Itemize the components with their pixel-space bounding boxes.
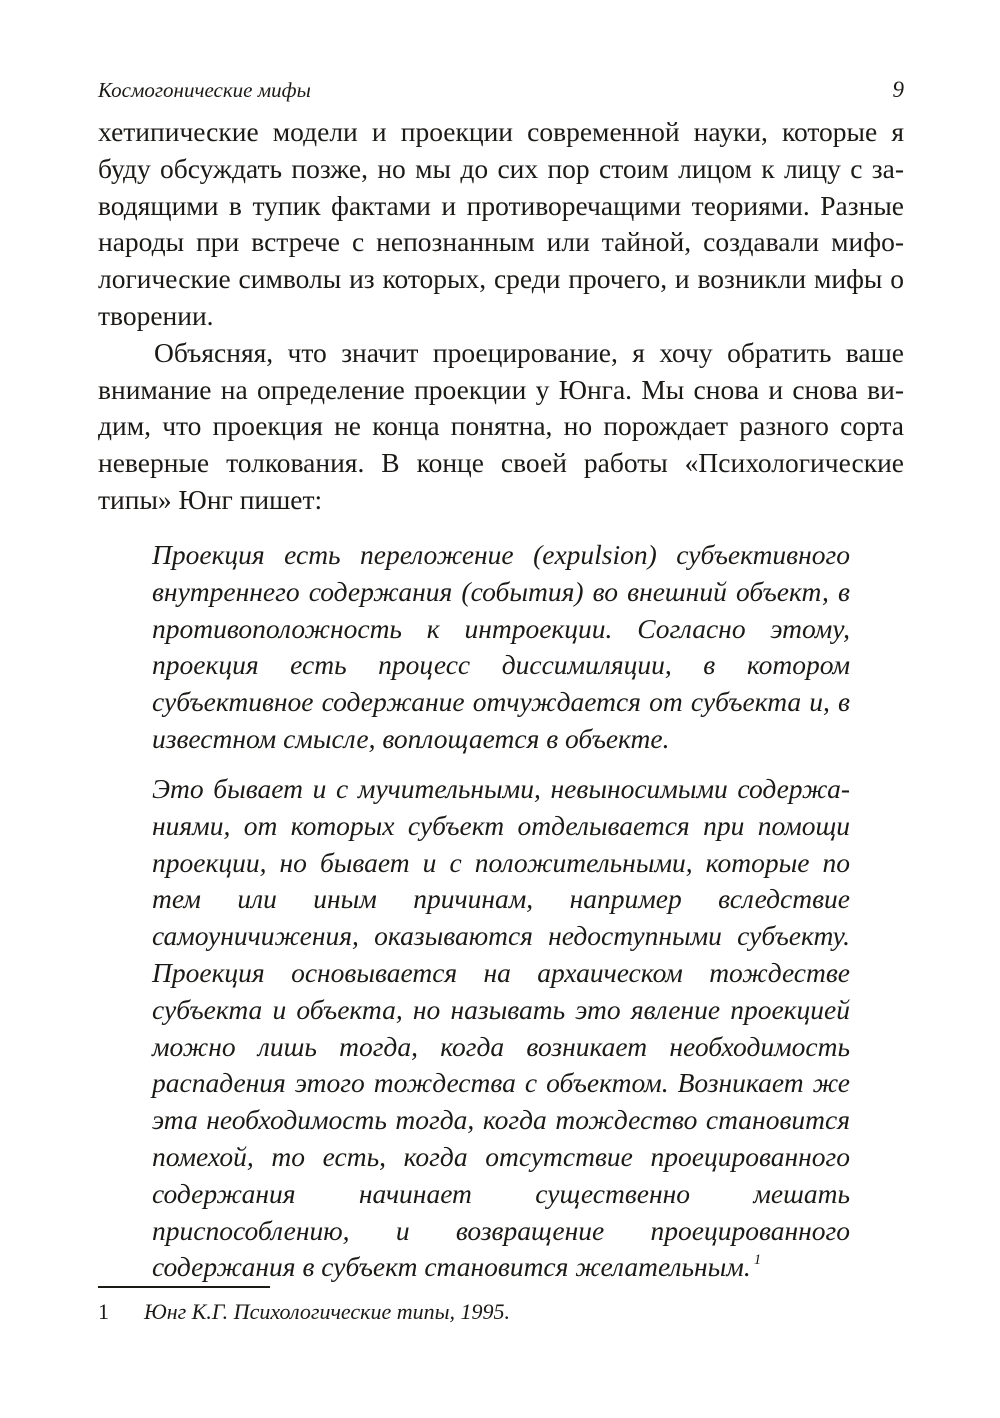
block-quote-paragraph: Проекция есть переложение (expulsion) субъективного внутреннего содержания (события) во внешний объект, в противоположность к интроекции. Согласно этому, проекция есть процесс диссимиляции, в котором субъективное содержание отчуждается от субъекта и, в известном смысле, воплощается в объекте.: [152, 539, 850, 754]
footnote-text: Юнг К.Г. Психологические типы, 1995.: [144, 1299, 511, 1324]
page-number: 9: [892, 77, 904, 102]
block-quote-paragraph: [152, 771, 850, 1286]
footnote-divider: [98, 1286, 270, 1288]
body-text: [98, 114, 904, 519]
footnote-marker: 1: [753, 1252, 762, 1269]
body-paragraph: Объясняя, что значит проецирование, я хочу обратить ваше внимание на определение проекции у Юнга. Мы снова и снова видим, что проекция не конца понятна, но порождает разного сорта неверные толкования. В конце своей работы «Психологические типы» Юнг пишет:: [98, 336, 904, 515]
quote-text: Это бывает и с мучительными, невыносимыми содержаниями, от которых субъект отделывается при помощи проекции, но бывает и с положительными, которые по тем или иным причинам, например вследствие самоуничижения, оказываются недоступными субъекту. Проекция основывается на архаическом тождестве субъекта и объекта, но называть это явление проекцией можно лишь тогда, когда возникает необходимость распадения этого тождества с объектом. Возникает же эта необходимость тогда, когда тождество становится помехой, то есть, когда отсутствие проецированного содержания начинает существенно мешать приспособлению, и возвращение проецированного содержания в субъект становится желательным.: [152, 773, 850, 1283]
body-paragraph: хетипические модели и проекции современной науки, которые я буду обсуждать позже, но мы до сих пор стоим лицом к лицу с заводящими в тупик фактами и противоречащими теориями. Разные народы при встрече с непознанным или тайной, создавали мифологические символы из которых, среди прочего, и возникли мифы о творении.: [98, 116, 904, 331]
running-title: Космогонические мифы: [98, 78, 311, 102]
footnote-number: 1: [98, 1299, 109, 1324]
running-head: [98, 76, 904, 104]
